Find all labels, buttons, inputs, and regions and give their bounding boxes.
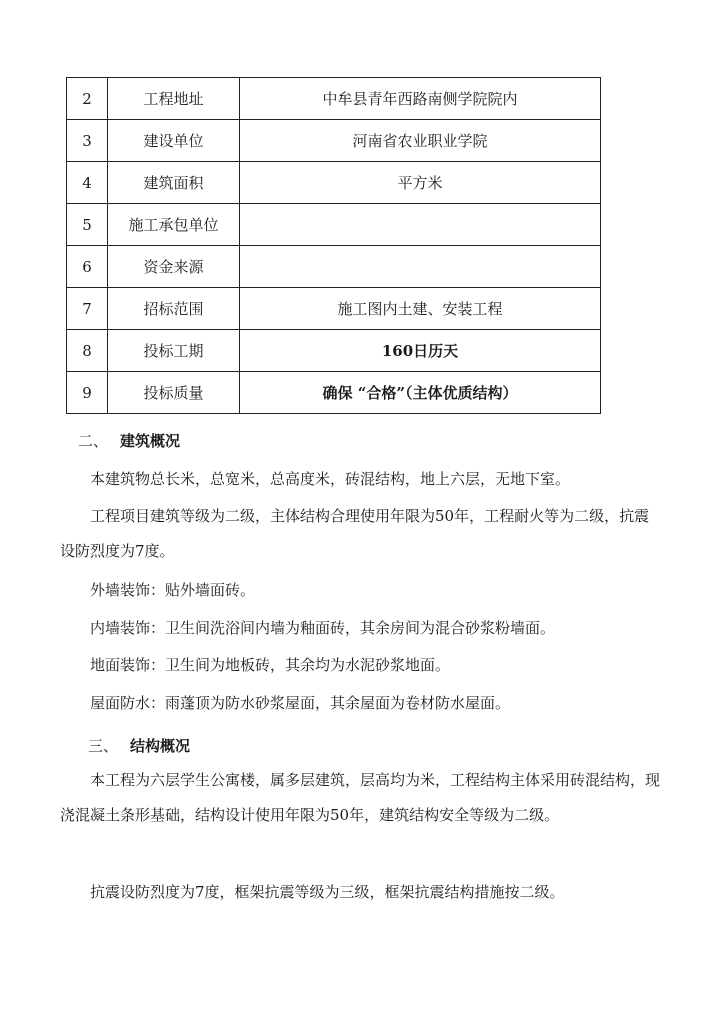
- row-label: 投标质量: [108, 372, 240, 414]
- row-label: 建设单位: [108, 120, 240, 162]
- paragraph: 本工程为六层学生公寓楼，属多层建筑，层高均为米，工程结构主体采用砖混结构，现浇混凝土条形基础，结构设计使用年限为50年，建筑结构安全等级为二级。: [60, 771, 661, 824]
- paragraph: 地面装饰：卫生间为地板砖，其余均为水泥砂浆地面。: [90, 656, 451, 674]
- section-heading-building: [78, 430, 180, 451]
- paragraph: 屋面防水：雨蓬顶为防水砂浆屋面，其余屋面为卷材防水屋面。: [90, 694, 511, 712]
- section-heading-structure: [88, 735, 190, 756]
- section-index: 三、: [88, 737, 119, 755]
- row-value: [240, 246, 601, 288]
- row-label: 工程地址: [108, 78, 240, 120]
- row-value: [240, 204, 601, 246]
- row-number: 8: [67, 330, 108, 372]
- row-number: 7: [67, 288, 108, 330]
- table-row: [67, 120, 601, 162]
- table-row: [67, 372, 601, 414]
- project-info-table-body: [67, 78, 601, 414]
- table-row: [67, 330, 601, 372]
- row-value: 中牟县青年西路南侧学院院内: [240, 78, 601, 120]
- row-number: 3: [67, 120, 108, 162]
- row-value: 确保 “合格”（主体优质结构）: [240, 372, 601, 414]
- row-label: 施工承包单位: [108, 204, 240, 246]
- row-number: 5: [67, 204, 108, 246]
- row-value: 160日历天: [240, 330, 601, 372]
- table-row: [67, 162, 601, 204]
- row-number: 4: [67, 162, 108, 204]
- row-number: 6: [67, 246, 108, 288]
- row-value: 施工图内土建、安装工程: [240, 288, 601, 330]
- table-row: [67, 288, 601, 330]
- paragraph: 抗震设防烈度为7度，框架抗震等级为三级，框架抗震结构措施按二级。: [90, 883, 565, 901]
- project-info-table: [66, 77, 601, 414]
- row-label: 招标范围: [108, 288, 240, 330]
- row-value: 河南省农业职业学院: [240, 120, 601, 162]
- table-row: [67, 78, 601, 120]
- row-label: 建筑面积: [108, 162, 240, 204]
- paragraph: 本建筑物总长米，总宽米，总高度米，砖混结构，地上六层，无地下室。: [90, 470, 571, 488]
- row-number: 2: [67, 78, 108, 120]
- paragraph: 外墙装饰：贴外墙面砖。: [90, 581, 256, 599]
- table-row: [67, 246, 601, 288]
- row-value: 平方米: [240, 162, 601, 204]
- table-row: [67, 204, 601, 246]
- paragraph: 工程项目建筑等级为二级，主体结构合理使用年限为50年，工程耐火等为二级，抗震设防烈度为7度。: [60, 507, 650, 560]
- section-index: 二、: [78, 432, 109, 450]
- section-title: 结构概况: [130, 737, 191, 755]
- section-title: 建筑概况: [120, 432, 181, 450]
- row-label: 资金来源: [108, 246, 240, 288]
- paragraph: 内墙装饰：卫生间洗浴间内墙为釉面砖，其余房间为混合砂浆粉墙面。: [90, 619, 556, 637]
- row-label: 投标工期: [108, 330, 240, 372]
- row-number: 9: [67, 372, 108, 414]
